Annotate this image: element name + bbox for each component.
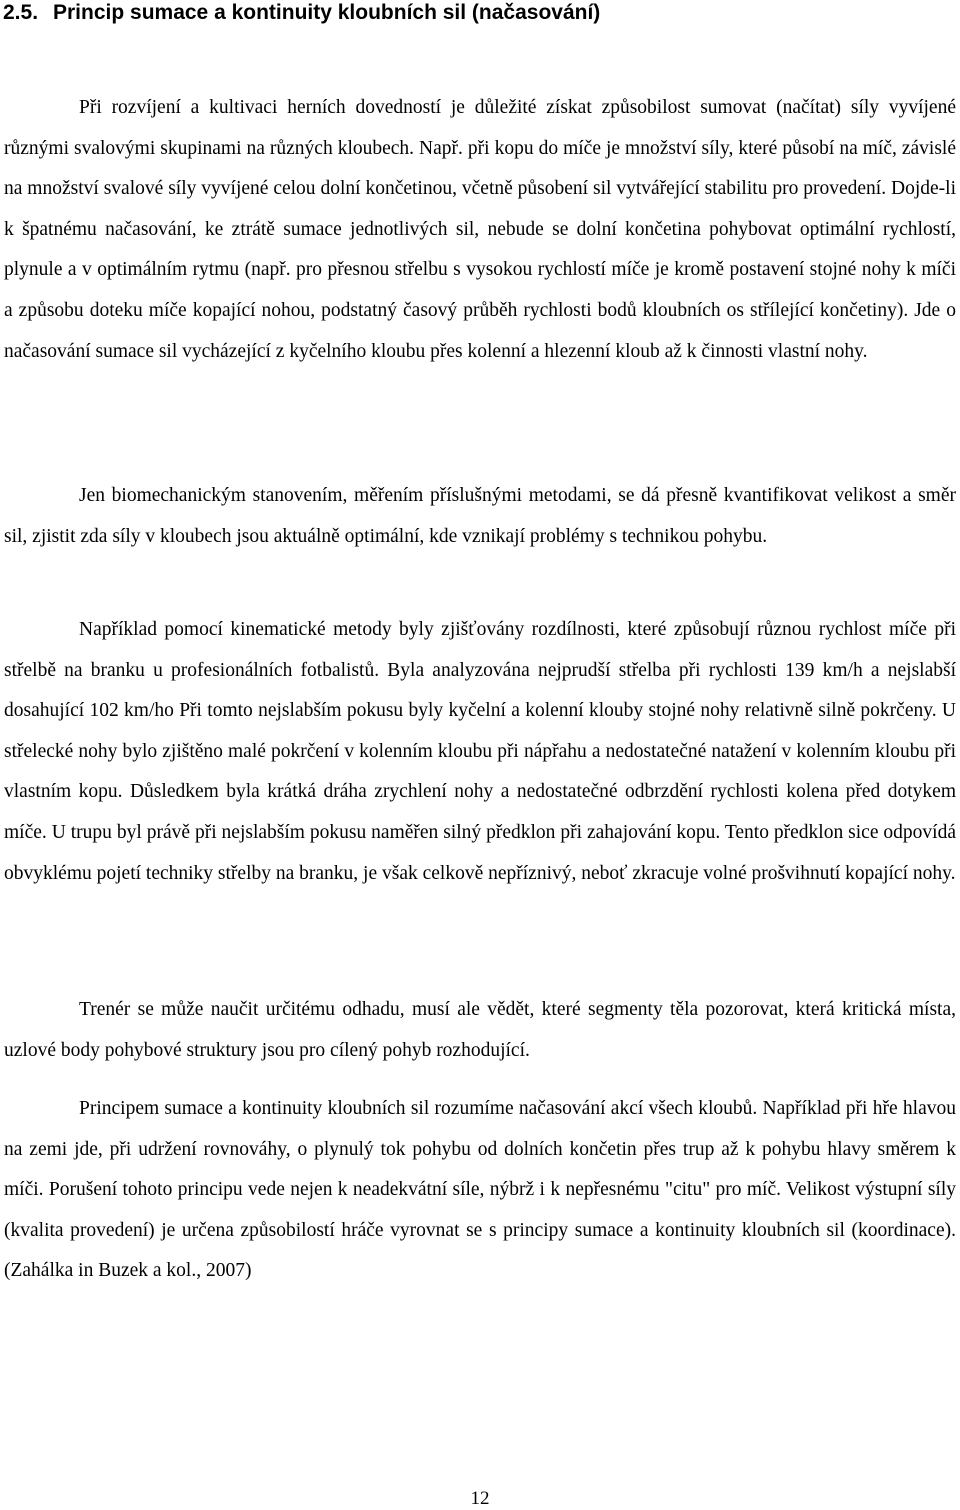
paragraph-coach: Trenér se může naučit určitému odhadu, musí ale vědět, které segmenty těla pozorovat, která kritická místa, uzlové body pohybové struktury jsou pro cílený pohyb rozhodující. — [4, 999, 956, 1061]
paragraph-principle: Principem sumace a kontinuity kloubních sil rozumíme načasování akcí všech kloubů. Například při hře hlavou na zemi jde, při udržení rovnováhy, o plynulý tok pohybu od dolních končetin přes trup až k pohybu hlavy směrem k míči. Porušení tohoto principu vede nejen k neadekvátní síle, nýbrž i k nepřesnému "citu" pro míč. Velikost výstupní síly (kvalita provedení) je určena způsobilostí hráče vyrovnat se s principy sumace a kontinuity kloubních sil (koordinace). (Zahálka in Buzek a kol., 2007) — [4, 1098, 956, 1282]
paragraph-intro: Při rozvíjení a kultivaci herních dovedností je důležité získat způsobilost sumovat (načítat) síly vyvíjené různými svalovými skupinami na různých kloubech. Např. při kopu do míče je množství síly, které působí na míč, závislé na množství svalové síly vyvíjené celou dolní končetinou, včetně působení sil vytvářející stabilitu pro provedení. Dojde-li k špatnému načasování, ke ztrátě sumace jednotlivých sil, nebude se dolní končetina pohybovat optimální rychlostí, plynule a v optimálním rytmu (např. pro přesnou střelbu s vysokou rychlostí míče je kromě postavení stojné nohy k míči a způsobu doteku míče kopající nohou, podstatný časový průběh rychlosti bodů kloubních os střílející končetiny). Jde o načasování sumace sil vycházející z kyčelního kloubu přes kolenní a hlezenní kloub až k činnosti vlastní nohy. — [4, 97, 956, 362]
paragraph-biomechanics: Jen biomechanickým stanovením, měřením příslušnými metodami, se dá přesně kvantifikovat velikost a směr sil, zjistit zda síly v kloubech jsou aktuálně optimální, kde vznikají problémy s technikou pohybu. — [4, 485, 956, 547]
section-title: Princip sumace a kontinuity kloubních sil (načasování) — [53, 1, 601, 24]
section-number: 2.5. — [3, 1, 39, 24]
paragraph-kinematic-example: Například pomocí kinematické metody byly zjišťovány rozdílnosti, které způsobují různou rychlost míče při střelbě na branku u profesionálních fotbalistů. Byla analyzována nejprudší střelba při rychlosti 139 km/h a nejslabší dosahující 102 km/ho Při tomto nejslabším pokusu byly kyčelní a kolenní klouby stojné nohy relativně silně pokrčeny. U střelecké nohy bylo zjištěno malé pokrčení v kolenním kloubu při nápřahu a nedostatečné natažení v kolenním kloubu při vlastním kopu. Důsledkem byla krátká dráha zrychlení nohy a nedostatečné odbrzdění rychlosti kolena před dotykem míče. U trupu byl právě při nejslabším pokusu naměřen silný předklon při zahajování kopu. Tento předklon sice odpovídá obvyklému pojetí techniky střelby na branku, je však celkově nepříznivý, neboť zkracuje volné prošvihnutí kopající nohy. — [4, 619, 956, 884]
page-number: 12 — [470, 1488, 490, 1509]
section-heading — [3, 0, 600, 26]
